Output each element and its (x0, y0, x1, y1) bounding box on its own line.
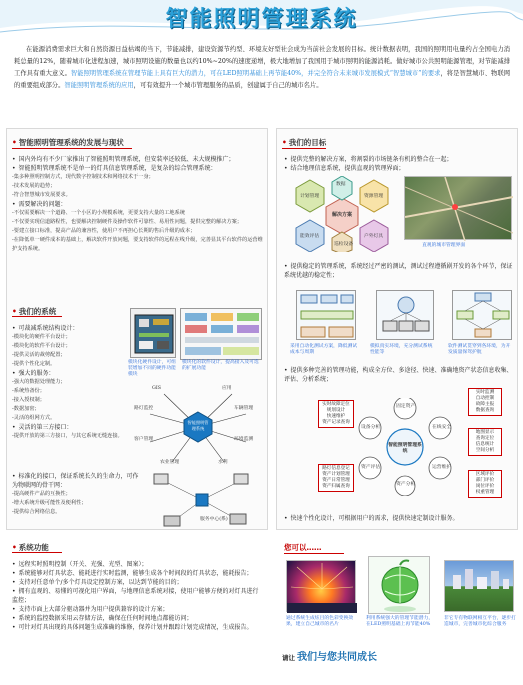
test-flow-image-1 (296, 290, 356, 340)
circuit-board-icon (131, 309, 177, 359)
cycle-item: 资产分析 (396, 482, 416, 487)
system-sub-line: -提供综合网络信息。 (12, 509, 61, 515)
dev-sub-line: -符合智慧城市发展要求。 (12, 192, 71, 198)
hex-center-label: 解决方案 (332, 212, 353, 218)
test-cycle-icon (453, 291, 513, 341)
expect-title: 您可以…… (284, 543, 322, 552)
intro-part: ，可有效提升一个城市管理服务的品质，创建属于自己的城市名片。 (133, 82, 323, 89)
side-item: 数据查询 (475, 408, 495, 413)
system-sub-line: -增大系统升级可能性及便利性； (12, 500, 87, 506)
function-item: • 支持市面上大部分驱动器并为用户提供兼容的设计方案； (12, 605, 264, 614)
side-item: 规划设计 (326, 408, 346, 413)
map-caption: 直观的城市管理界面 (422, 243, 466, 248)
intro-paragraph (14, 44, 510, 92)
section-underline (12, 552, 62, 553)
cycle-item: 运营维护 (432, 465, 452, 470)
green-globe-photo (368, 556, 430, 614)
dev-sub-line: -集多种照明控制方式，现代数字控制技术和网络技术于一身； (12, 174, 154, 180)
function-item: • 系统能够对灯具状态、能耗进行实时监测，能够生成各个时间段的灯具状态，能耗报告； (12, 569, 264, 578)
section-title-text: 系统功能 (18, 543, 49, 552)
hardware-caption: 模块化硬件设计，可组装增加不同的硬件功能模块 (128, 360, 176, 377)
hub-item: 客户管理 (134, 437, 154, 442)
system-sub-line: -数据加密； (12, 406, 40, 412)
dev-content (12, 155, 264, 254)
intro-part: 在能源消费需求巨大和自然资源日益枯竭的当下，节能减排，建设资源节约型、环境友好型社会成为当前社会发展的目标。统计数据表明，我国的照明用电量约占全国电力消耗总量的12%，随着城市化进程加速，城市照明设施的数量也以约10%~20%的速度递增，极大地增加了我国用于城市照明的能源消耗。做好城市公共照明能源管理，对节能减排工作具有重大意义。 (14, 46, 510, 77)
section-dot-icon: • (12, 138, 17, 147)
software-module-image (180, 308, 262, 360)
hex-item: 计划管理 (300, 194, 320, 199)
stability-content (284, 262, 514, 280)
section-dot-icon: • (12, 543, 17, 552)
expect-caption-2: 利用系统强大的管理节能潜力，在LED照明基础上再节能40% (366, 616, 434, 627)
section-dot-icon: • (12, 307, 17, 316)
side-item: 地图显示 (475, 430, 495, 435)
city-lights-photo (286, 560, 356, 612)
intro-part-highlight: 智能照明管理系统的应用 (64, 82, 134, 89)
hub-item: 环境监测 (234, 437, 254, 442)
software-caption: 模块化的软件设计，提高接入及可选的扩展功能 (182, 360, 259, 371)
section-title-goals (282, 137, 326, 148)
side-item: 快速维护 (326, 414, 346, 419)
footer-slogan (282, 648, 377, 663)
dev-sub-line: -不仅需要解决一个道路、一个小区的小规模系统，更要支持大量的工地系统 (12, 210, 185, 216)
dev-bullet-1: • 国内外均有不少厂家推出了智能照明管理系统，但安装率还较低、未大规模推广； (12, 155, 264, 164)
hex-item: 巡检设备 (334, 242, 354, 247)
module-blocks-icon (181, 309, 263, 361)
function-item: • 支持对任意单个/多个灯具设定控制方案，以达到节能的目的； (12, 578, 264, 587)
goals-bullet-2: • 结合地理信息系统，提供直观的管理界面； (284, 164, 514, 173)
city-map-image (404, 176, 512, 240)
side-item: 故障主报 (475, 402, 495, 407)
asset-side-box-right (468, 388, 502, 416)
system-bullet-1: • 可裁减系统结构设计： (12, 324, 128, 333)
side-item: 资产记录查询 (322, 420, 350, 425)
hex-item: 数据 (336, 182, 346, 187)
system-bullet-4: • 标准化的接口，保证系统长久的生命力，可作为物联网的骨干网： (12, 472, 142, 490)
side-item: 资产日常管理 (322, 478, 350, 483)
side-item: 实时监测 (475, 390, 495, 395)
asset-side-box-left (318, 400, 354, 428)
test-caption-2: 模拟真实环境，充分测试系统性能等 (370, 344, 433, 355)
section-title-text: 智能照明管理系统的发展与现状 (18, 138, 124, 147)
test-flow-image-2 (376, 290, 434, 340)
system-sub-line: -模块化的软件平台设计； (12, 343, 71, 349)
dev-bullet-3: • 需要解决的问题： (12, 200, 264, 209)
side-item: 岗位评价 (475, 484, 495, 489)
buildings-icon (445, 561, 515, 613)
page-title: 智能照明管理系统 (165, 7, 358, 32)
stability-bullet: • 提供稳定的管理系统，系统经过严密的测试，测试过程遵循剧开发的各个环节，保证系统优越的稳定性； (284, 262, 514, 280)
system-sub-line: -模块化的硬件平台设计； (12, 334, 71, 340)
footer-pre: 请让 (282, 654, 295, 662)
footer-text: 我们与您共同成长 (297, 652, 377, 663)
section-title-text: 我们的系统 (18, 307, 57, 316)
system-bullet-2: • 强大的服务： (12, 369, 128, 378)
test-flow-icon (297, 291, 357, 341)
cycle-item: 固定资产 (396, 404, 416, 409)
system-sub-line: -提供开放的第三方接口，与其它系统无缝连接。 (12, 433, 123, 439)
goals-content (284, 155, 514, 173)
section-underline (12, 316, 62, 317)
side-item: 自动控制 (475, 396, 495, 401)
hub-item: 农业管理 (160, 460, 180, 465)
system-sub-line: -系统热备份； (12, 388, 45, 394)
system-content-2 (12, 472, 142, 517)
test-caption-3: 软件测试贯穿到各环境，为开发质量保驾护航 (448, 344, 511, 355)
system-sub-line: -提供个性化定制。 (12, 361, 56, 367)
hex-item: 资源管理 (364, 194, 384, 199)
server-label: 服务中心(系) (200, 517, 228, 522)
section-underline (12, 148, 132, 149)
side-item: 权重管理 (475, 490, 495, 495)
dev-sub-line: -不仅要实现信道路程性，也要解决控制硬件及操作软件可靠性、易用性问题，提供完整的解决方案； (12, 219, 243, 225)
hub-item: GIS (152, 386, 162, 391)
side-item: 信息统计 (475, 442, 495, 447)
hub-item: 路灯监控 (134, 406, 154, 411)
section-title-text: 我们的目标 (288, 138, 327, 147)
side-item: 区域评价 (475, 472, 495, 477)
expect-caption-1: 通过系统生成炫目的色彩变换效果，建立自己城市的名片 (286, 616, 354, 627)
cycle-center-label: 智能照明管理系统 (388, 442, 422, 454)
intro-part-highlight: 智能照明管理系统在管理节能上具有巨大的潜力，可在LED照明基础上再节能40%，并完全符合未来城市发展模式“智慧城市”的要求 (70, 70, 441, 77)
test-env-icon (377, 291, 435, 341)
function-item: • 拥有直观的、易懂的可视化用户界面，与地理信息系统对接，使用户能够方便的对灯具进行监控； (12, 587, 264, 605)
functions-list (12, 560, 264, 632)
asset-side-box-right-2 (468, 428, 502, 456)
asset-bullet: • 提供多种完善的管理功能，构成全方位、多途径、快速、准确地资产状态信息收集、评估、分析系统； (284, 366, 514, 384)
side-item: 查询定位 (475, 436, 495, 441)
system-sub-line: -灵活的组网方式。 (12, 415, 56, 421)
system-content (12, 324, 128, 441)
dev-sub-line: -要建立接口标准，提高产品的兼容性，使用户不再担心长期的售后升级的成本； (12, 228, 196, 234)
asset-content (284, 366, 514, 384)
hex-item: 能效评估 (300, 234, 320, 239)
system-sub-line: -提高硬件产品的互换性； (12, 491, 71, 497)
custom-design-bullet: • 快速个性化设计，可根据用户的需求，提供快速定制设计服务。 (284, 514, 514, 523)
custom-design-content (284, 514, 514, 523)
map-roads-icon (405, 177, 513, 241)
intro-part: ，将是智慧城市、物联网的重要组成部分。 (14, 70, 511, 89)
function-item: • 远程实时照明控制（开关、光强、光型、图案）； (12, 560, 264, 569)
firework-icon (287, 561, 357, 613)
hub-item: 水利 (218, 460, 228, 465)
system-sub-line: -接入授权制； (12, 397, 45, 403)
hub-item: 车辆管理 (234, 406, 254, 411)
dev-sub-line: -在降低单一硬件成本的基础上，解决软件开放问题，要支持软件的远程在线升级，完善显其平台软件的运营维护支持系统。 (12, 237, 263, 252)
hex-item: 户外灯具 (364, 234, 384, 239)
cycle-item: 在线安全 (432, 425, 452, 430)
cycle-item: 资产评估 (361, 465, 381, 470)
side-item: 实时故障定位 (322, 402, 350, 407)
asset-side-box-right-3 (468, 470, 502, 498)
side-item: 部门评价 (475, 478, 495, 483)
side-item: 资产归属查询 (322, 484, 350, 489)
side-item: 空间分析 (475, 448, 495, 453)
city-landscape-photo (444, 560, 514, 612)
function-item: • 可针对灯具出现的具体问题生成准确的维修，保养计划并跟踪计划完成情况，生成报告。 (12, 623, 264, 632)
dev-sub-line: -技术发展的趋势； (12, 183, 56, 189)
system-sub-line: -强大的数据处理能力； (12, 379, 66, 385)
system-sub-line: -提供灵活的裁剪配置； (12, 352, 66, 358)
hub-item: 应用 (222, 386, 232, 391)
section-dot-icon: • (282, 138, 287, 147)
section-underline (284, 553, 344, 554)
expect-caption-3: 非它专有物联网相互平台，逐步打造城市，完善城市化综合服务 (444, 616, 516, 627)
side-item: 路灯信息登记 (322, 466, 350, 471)
side-item: 资产计划管理 (322, 472, 350, 477)
hardware-module-image (130, 308, 176, 358)
section-title-development (12, 137, 124, 148)
function-item: • 系统的监控数据采用云存储方法，确保在任何时间地点都能访问； (12, 614, 264, 623)
system-bullet-3: • 灵活的第三方接口： (12, 423, 128, 432)
goals-bullet-1: • 提供完整的解决方案，将割裂的市场链条有机的整合在一起； (284, 155, 514, 164)
asset-side-box-left-2 (318, 464, 354, 492)
dev-bullet-2: • 智能照明管理系统不是单一的灯具信息管理系统，是复杂的综合管理系统： (12, 164, 264, 173)
globe-icon (369, 557, 431, 615)
hub-center-label: 智能照明管理系统 (187, 420, 209, 431)
cycle-item: 设备分析 (361, 425, 381, 430)
test-caption-1: 采用自动化测试方案，降低测试成本与周期 (290, 344, 358, 355)
section-underline (282, 148, 326, 149)
test-flow-image-3 (452, 290, 512, 340)
